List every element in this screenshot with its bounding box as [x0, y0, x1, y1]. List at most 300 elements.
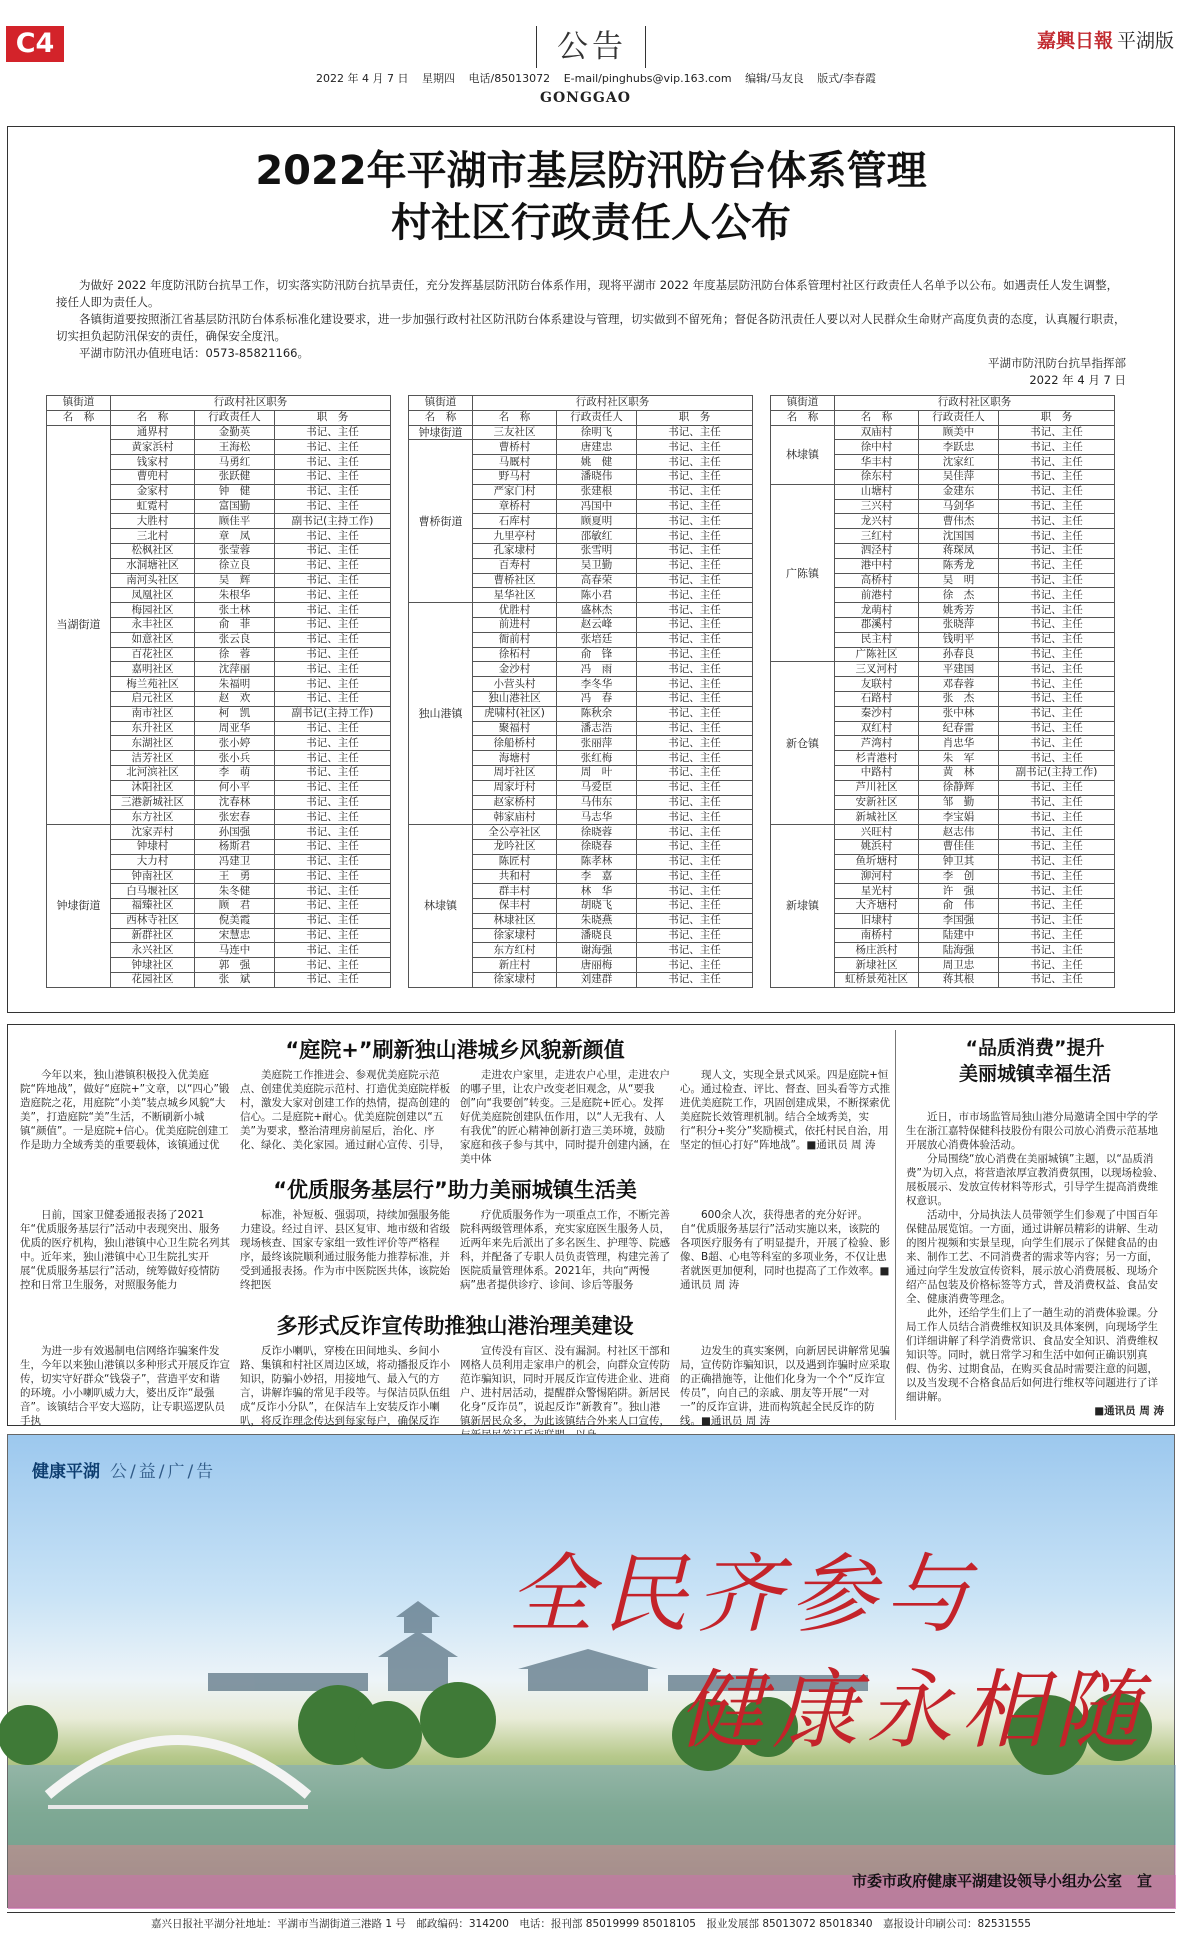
issue-weekday: 星期四: [421, 72, 455, 85]
position-cell: 书记、主任: [637, 691, 753, 706]
ad-slogan-line1: 全民齐参与: [508, 1545, 978, 1645]
person-cell: 周 叶: [557, 765, 637, 780]
category-pinyin: GONGGAO: [540, 90, 631, 106]
village-cell: 龙吟社区: [473, 839, 557, 854]
person-cell: 李跃忠: [919, 440, 999, 455]
village-cell: 聚福村: [473, 721, 557, 736]
position-cell: 书记、主任: [637, 825, 753, 840]
category-title: 公告: [557, 29, 627, 65]
village-cell: 新庄村: [473, 958, 557, 973]
table-row: [771, 425, 1115, 440]
person-cell: 曹佳佳: [919, 839, 999, 854]
position-cell: 书记、主任: [637, 484, 753, 499]
table-row: [409, 425, 753, 440]
person-cell: 朱晓燕: [557, 913, 637, 928]
side-article-paragraph: 活动中，分局执法人员带领学生们参观了中国百年保健品展览馆。一方面，通过讲解员精彩的讲解、生动的图片视频和实景呈现，向学生们展示了保健食品的由来、制作工艺、不同消费者的需求等内容；另一方面，通过向学生发放宣传资料，展示放心消费展板、现场介绍产品包装及价格标签等方式，普及消费权益、食品安全、健康消费等理念。: [906, 1209, 1158, 1305]
town-cell: 曹桥街道: [409, 440, 473, 603]
person-cell: 吴 明: [919, 573, 999, 588]
position-cell: 书记、主任: [999, 617, 1115, 632]
table-row: [409, 825, 753, 840]
village-cell: 野马村: [473, 469, 557, 484]
position-cell: 书记、主任: [275, 691, 391, 706]
person-cell: 蒋琛凤: [919, 543, 999, 558]
table-header-row: [409, 396, 753, 411]
position-cell: 书记、主任: [999, 869, 1115, 884]
village-cell: 马厩村: [473, 455, 557, 470]
person-cell: 周卫忠: [919, 958, 999, 973]
position-cell: 书记、主任: [637, 617, 753, 632]
header-person: 行政责任人: [919, 410, 999, 425]
position-cell: 书记、主任: [999, 839, 1115, 854]
position-cell: 书记、主任: [275, 810, 391, 825]
village-cell: 九里亭村: [473, 529, 557, 544]
position-cell: 书记、主任: [275, 617, 391, 632]
position-cell: 书记、主任: [999, 469, 1115, 484]
position-cell: 书记、主任: [275, 721, 391, 736]
village-cell: 兴旺村: [835, 825, 919, 840]
position-cell: 书记、主任: [275, 647, 391, 662]
person-cell: 孙春良: [919, 647, 999, 662]
village-cell: 虹霓村: [111, 499, 195, 514]
paper-name: 嘉興日報: [1036, 30, 1113, 52]
person-cell: 马爱臣: [557, 780, 637, 795]
village-cell: 中路村: [835, 765, 919, 780]
person-cell: 张莹蓉: [195, 543, 275, 558]
person-cell: 徐 蓉: [195, 647, 275, 662]
side-article-paragraph: 此外，还给学生们上了一趟生动的消费体验课。分局工作人员结合消费维权知识及具体案例，向现场学生们详细讲解了科学消费常识、食品安全知识、消费维权知识等。同时，就日常学习和生活中如何正确识别真假、伪劣、过期食品，在购买食品时需要注意的问题，以及当发现不合格食品后如何进行维权等问题进行了详细讲解。: [906, 1307, 1158, 1403]
village-cell: 芦湾村: [835, 736, 919, 751]
header-village: 名 称: [473, 410, 557, 425]
village-cell: 徐家埭村: [473, 973, 557, 988]
phone: 电话/85013072: [468, 72, 551, 85]
position-cell: 书记、主任: [275, 869, 391, 884]
article-column: 日前，国家卫健委通报表扬了2021年“优质服务基层行”活动中表现突出、服务优质的医疗机构，独山港镇中心卫生院名列其中。近年来，独山港镇中心卫生院扎实开展“优质服务基层行”活动，统筹做好疫情防控和日常卫生服务，对照服务能力: [20, 1209, 230, 1291]
person-cell: 陆海强: [919, 943, 999, 958]
village-cell: 共和村: [473, 869, 557, 884]
town-cell: 新仓镇: [771, 662, 835, 825]
position-cell: 书记、主任: [275, 588, 391, 603]
person-cell: 谢海强: [557, 943, 637, 958]
position-cell: 书记、主任: [275, 543, 391, 558]
side-article-title-line2: 美丽城镇幸福生活: [958, 1063, 1111, 1085]
village-cell: 独山港社区: [473, 691, 557, 706]
person-cell: 张小兵: [195, 751, 275, 766]
village-cell: 梅园社区: [111, 603, 195, 618]
article-body: [20, 1208, 890, 1306]
position-cell: 副书记(主持工作): [275, 514, 391, 529]
person-cell: 宋慧忠: [195, 928, 275, 943]
person-cell: 马勇红: [195, 455, 275, 470]
town-cell: 新埭镇: [771, 825, 835, 988]
column-divider: [895, 1030, 896, 1420]
header-town: 镇街道: [409, 396, 473, 411]
village-cell: 钟南社区: [111, 869, 195, 884]
position-cell: 书记、主任: [637, 499, 753, 514]
village-cell: 泖河村: [835, 869, 919, 884]
person-cell: 马剑华: [919, 499, 999, 514]
header-village: 名 称: [835, 410, 919, 425]
position-cell: 书记、主任: [275, 795, 391, 810]
public-service-ad: [7, 1434, 1175, 1908]
notice-title: [8, 145, 1174, 249]
person-cell: 冯建卫: [195, 854, 275, 869]
town-cell: 林埭镇: [409, 825, 473, 988]
village-cell: 安新社区: [835, 795, 919, 810]
village-cell: 泗泾村: [835, 543, 919, 558]
person-cell: 陈秀龙: [919, 558, 999, 573]
side-article-paragraph: 近日，市市场监管局独山港分局邀请全国中学的学生在浙江嘉特保健科技股份有限公司放心消费示范基地开展放心消费体验活动。: [906, 1111, 1158, 1151]
person-cell: 顾 君: [195, 899, 275, 914]
village-cell: 梅兰苑社区: [111, 677, 195, 692]
person-cell: 张云良: [195, 632, 275, 647]
village-cell: 曹桥社区: [473, 573, 557, 588]
position-cell: 书记、主任: [637, 751, 753, 766]
village-cell: 南桥村: [835, 928, 919, 943]
person-cell: 高春荣: [557, 573, 637, 588]
position-cell: 书记、主任: [275, 884, 391, 899]
position-cell: 书记、主任: [999, 529, 1115, 544]
village-cell: 小营头村: [473, 677, 557, 692]
person-cell: 钟卫其: [919, 854, 999, 869]
person-cell: 钱明平: [919, 632, 999, 647]
person-cell: 邵敏红: [557, 529, 637, 544]
position-cell: 书记、主任: [999, 632, 1115, 647]
village-cell: 石库村: [473, 514, 557, 529]
article-column: 为进一步有效遏制电信网络诈骗案件发生，今年以来独山港镇以多种形式开展反诈宣传，切实守好群众“钱袋子”，营造平安和谐的环境。小小喇叭威力大，婆出反诈“最强音”。该镇结合平安大巡防，让专职巡逻队员手执: [20, 1345, 230, 1427]
village-cell: 前港村: [835, 588, 919, 603]
position-cell: 书记、主任: [637, 573, 753, 588]
position-cell: 书记、主任: [275, 469, 391, 484]
person-cell: 吴佳萍: [919, 469, 999, 484]
person-cell: 孙国强: [195, 825, 275, 840]
village-cell: 钱家村: [111, 455, 195, 470]
position-cell: 书记、主任: [999, 425, 1115, 440]
village-cell: 高桥村: [835, 573, 919, 588]
village-cell: 龙兴村: [835, 514, 919, 529]
village-cell: 三北村: [111, 529, 195, 544]
village-cell: 新埭社区: [835, 958, 919, 973]
header-position: 职 务: [275, 410, 391, 425]
position-cell: 书记、主任: [637, 603, 753, 618]
village-cell: 港中村: [835, 558, 919, 573]
signer: 平湖市防汛防台抗旱指挥部: [988, 356, 1126, 370]
person-cell: 李 萌: [195, 765, 275, 780]
person-cell: 林 华: [557, 884, 637, 899]
person-cell: 陈孝林: [557, 854, 637, 869]
person-cell: 马连中: [195, 943, 275, 958]
position-cell: 书记、主任: [275, 839, 391, 854]
village-cell: 衙前村: [473, 632, 557, 647]
person-cell: 王海松: [195, 440, 275, 455]
village-cell: 启元社区: [111, 691, 195, 706]
header-town-name: 名 称: [47, 410, 111, 425]
person-cell: 徐 杰: [919, 588, 999, 603]
position-cell: 书记、主任: [275, 958, 391, 973]
masthead: [0, 0, 1182, 112]
village-cell: 沈家弄村: [111, 825, 195, 840]
position-cell: 书记、主任: [999, 484, 1115, 499]
notice-signature: [988, 355, 1126, 389]
person-cell: 张宏春: [195, 810, 275, 825]
village-cell: 北河滨社区: [111, 765, 195, 780]
position-cell: 书记、主任: [999, 573, 1115, 588]
position-cell: 书记、主任: [637, 736, 753, 751]
position-cell: 书记、主任: [999, 973, 1115, 988]
position-cell: 书记、主任: [275, 632, 391, 647]
position-cell: 书记、主任: [275, 455, 391, 470]
ad-slogan-line2: 健康永相随: [678, 1661, 1148, 1761]
article-column: 疗优质服务作为一项重点工作，不断完善院科两级管理体系，充实家庭医生服务人员，近两年来先后派出了多名医生、护理等、院感科，并配备了专职人员负责管理，构建完善了医院质量管理体系。2021年，共向“两慢病”患者提供诊疗、诊间、诊后等服务: [460, 1209, 670, 1291]
edition-name: 平湖版: [1116, 30, 1174, 52]
person-cell: 张红梅: [557, 751, 637, 766]
side-article-body: [906, 1110, 1164, 1420]
position-cell: 书记、主任: [999, 440, 1115, 455]
person-cell: 胡晓飞: [557, 899, 637, 914]
village-cell: 优胜村: [473, 603, 557, 618]
village-cell: 凤凰社区: [111, 588, 195, 603]
person-cell: 李 创: [919, 869, 999, 884]
village-cell: 林埭社区: [473, 913, 557, 928]
article-column: 走进农户家里，走进农户心里，走进农户的哪子里，让农户改变老旧观念，从“要我创”向“我要创”转变。三是庭院+匠心。发挥好优美庭院创建队伍作用，以“人无我有、人有我优”的匠心精神创新打造三美环境，鼓励家庭和孩子参与其中，同时提升创建内涵，在美中体: [460, 1069, 670, 1165]
village-cell: 海塘村: [473, 751, 557, 766]
person-cell: 朱根华: [195, 588, 275, 603]
village-cell: 全公亭社区: [473, 825, 557, 840]
roster-table-1: [46, 395, 391, 988]
position-cell: 书记、主任: [999, 958, 1115, 973]
position-cell: 书记、主任: [275, 973, 391, 988]
village-cell: 水洞塘社区: [111, 558, 195, 573]
header-town-name: 名 称: [771, 410, 835, 425]
village-cell: 百花社区: [111, 647, 195, 662]
village-cell: 新群社区: [111, 928, 195, 943]
category-box: [536, 26, 646, 68]
person-cell: 黄 林: [919, 765, 999, 780]
header-person: 行政责任人: [557, 410, 637, 425]
position-cell: 书记、主任: [275, 440, 391, 455]
village-cell: 保丰村: [473, 899, 557, 914]
village-cell: 芦川社区: [835, 780, 919, 795]
village-cell: 如意社区: [111, 632, 195, 647]
person-cell: 沈家红: [919, 455, 999, 470]
village-cell: 大胜村: [111, 514, 195, 529]
article-column: 宣传没有盲区、没有漏洞。村社区干部和网格人员利用走家串户的机会，向群众宣传防范诈骗知识，同时开展反诈宣传进企业、进商户、进村居活动，提醒群众警惕陷阱。新居民化身“反诈员”，说起反诈“新教育”。独山港镇新居民众多，为此该镇结合外来人口宣传，: [460, 1345, 670, 1427]
position-cell: 书记、主任: [637, 869, 753, 884]
person-cell: 钟 健: [195, 484, 275, 499]
position-cell: 书记、主任: [999, 751, 1115, 766]
position-cell: 书记、主任: [637, 662, 753, 677]
position-cell: 书记、主任: [637, 913, 753, 928]
issue-date: 2022 年 4 月 7 日: [316, 72, 409, 85]
position-cell: 书记、主任: [275, 425, 391, 440]
person-cell: 赵 欢: [195, 691, 275, 706]
position-cell: 书记、主任: [275, 899, 391, 914]
person-cell: 张建根: [557, 484, 637, 499]
ad-brand-name: 健康平湖: [32, 1462, 100, 1482]
village-cell: 群丰村: [473, 884, 557, 899]
village-cell: 曹桥村: [473, 440, 557, 455]
village-cell: 大齐塘村: [835, 899, 919, 914]
article-column: 现人文，实现全景式风采。四是庭院+恒心。通过检查、评比、督查、回头看等方式推进优美庭院工作，巩固创建成果，不断探索优美庭院长效管理机制。结合全域秀美，实行“积分+奖分”奖励模式，依托村民自治，用坚定的恒心打好“阵地战”。■通讯员 周 涛: [680, 1069, 890, 1151]
village-cell: 杨庄浜村: [835, 943, 919, 958]
position-cell: 书记、主任: [637, 958, 753, 973]
notice-paragraph: 各镇街道要按照浙江省基层防汛防台体系标准化建设要求，进一步加强行政村社区防汛防台体系建设与管理，切实做到不留死角；督促各防汛责任人要以对人民群众生命财产高度负责的态度，认真履行职责，切实担负起防汛保安的责任，确保安全度汛。: [56, 312, 1126, 343]
person-cell: 陈小君: [557, 588, 637, 603]
village-cell: 秦沙村: [835, 706, 919, 721]
village-cell: 友联村: [835, 677, 919, 692]
person-cell: 何小平: [195, 780, 275, 795]
town-cell: 广陈镇: [771, 484, 835, 662]
ad-brand: [32, 1457, 216, 1482]
village-cell: 三港新城社区: [111, 795, 195, 810]
position-cell: 书记、主任: [999, 706, 1115, 721]
header-group: 行政村社区职务: [473, 396, 753, 411]
town-cell: 钟埭街道: [409, 425, 473, 440]
village-cell: 周家圩村: [473, 780, 557, 795]
position-cell: 书记、主任: [999, 928, 1115, 943]
notice-title-line1: 2022年平湖市基层防汛防台体系管理: [255, 148, 927, 194]
position-cell: 书记、主任: [999, 795, 1115, 810]
person-cell: 朱 军: [919, 751, 999, 766]
position-cell: 书记、主任: [275, 765, 391, 780]
village-cell: 华丰村: [835, 455, 919, 470]
person-cell: 平建国: [919, 662, 999, 677]
position-cell: 书记、主任: [999, 810, 1115, 825]
village-cell: 徐家埭村: [473, 928, 557, 943]
position-cell: 书记、主任: [637, 706, 753, 721]
position-cell: 书记、主任: [637, 839, 753, 854]
village-cell: 钟埭村: [111, 839, 195, 854]
position-cell: 副书记(主持工作): [275, 706, 391, 721]
notice-paragraph: 为做好 2022 年度防汛防台抗旱工作，切实落实防汛防台抗旱责任，充分发挥基层防汛防台体系作用，现将平湖市 2022 年度基层防汛防台体系管理村社区行政责任人名单予以公布。如遇责任人发生调整，接任人即为责任人。: [56, 278, 1119, 309]
person-cell: 朱福明: [195, 677, 275, 692]
person-cell: 赵志伟: [919, 825, 999, 840]
person-cell: 章 凤: [195, 529, 275, 544]
person-cell: 刘建群: [557, 973, 637, 988]
person-cell: 李 嘉: [557, 869, 637, 884]
person-cell: 唐丽梅: [557, 958, 637, 973]
village-cell: 陈匠村: [473, 854, 557, 869]
position-cell: 书记、主任: [637, 469, 753, 484]
table-header-row: [47, 410, 391, 425]
village-cell: 星光村: [835, 884, 919, 899]
notice-section: [7, 126, 1175, 1013]
person-cell: 朱冬健: [195, 884, 275, 899]
village-cell: 东方红村: [473, 943, 557, 958]
header-village: 名 称: [111, 410, 195, 425]
person-cell: 盛林杰: [557, 603, 637, 618]
village-cell: 前进村: [473, 617, 557, 632]
village-cell: 嘉明社区: [111, 662, 195, 677]
village-cell: 龙萌村: [835, 603, 919, 618]
sign-date: 2022 年 4 月 7 日: [1029, 373, 1126, 387]
position-cell: 书记、主任: [637, 884, 753, 899]
person-cell: 顾夏明: [557, 514, 637, 529]
position-cell: 书记、主任: [637, 529, 753, 544]
village-cell: 金家村: [111, 484, 195, 499]
person-cell: 柯 凯: [195, 706, 275, 721]
table-row: [771, 662, 1115, 677]
village-cell: 徐柘村: [473, 647, 557, 662]
person-cell: 郭 强: [195, 958, 275, 973]
position-cell: 书记、主任: [275, 780, 391, 795]
person-cell: 邓春蓉: [919, 677, 999, 692]
position-cell: 书记、主任: [999, 543, 1115, 558]
person-cell: 姚秀芳: [919, 603, 999, 618]
header-group: 行政村社区职务: [835, 396, 1115, 411]
village-cell: 鱼圻塘村: [835, 854, 919, 869]
position-cell: 副书记(主持工作): [999, 765, 1115, 780]
person-cell: 张雪明: [557, 543, 637, 558]
header-town: 镇街道: [771, 396, 835, 411]
position-cell: 书记、主任: [637, 514, 753, 529]
town-cell: 林埭镇: [771, 425, 835, 484]
village-cell: 福臻社区: [111, 899, 195, 914]
table-row: [47, 425, 391, 440]
header-person: 行政责任人: [195, 410, 275, 425]
position-cell: 书记、主任: [999, 854, 1115, 869]
person-cell: 张跃健: [195, 469, 275, 484]
person-cell: 肖忠华: [919, 736, 999, 751]
village-cell: 孔家埭村: [473, 543, 557, 558]
village-cell: 杉青港村: [835, 751, 919, 766]
side-article-reporter: ■通讯员 周 涛: [1094, 1405, 1164, 1417]
person-cell: 冯 雨: [557, 662, 637, 677]
position-cell: 书记、主任: [275, 558, 391, 573]
position-cell: 书记、主任: [637, 558, 753, 573]
person-cell: 冯 春: [557, 691, 637, 706]
village-cell: 永兴社区: [111, 943, 195, 958]
village-cell: 钟埭社区: [111, 958, 195, 973]
article-body: [20, 1344, 890, 1427]
person-cell: 沈国国: [919, 529, 999, 544]
village-cell: 三红村: [835, 529, 919, 544]
person-cell: 张 杰: [919, 691, 999, 706]
person-cell: 姚 健: [557, 455, 637, 470]
person-cell: 李国强: [919, 913, 999, 928]
position-cell: 书记、主任: [637, 943, 753, 958]
position-cell: 书记、主任: [999, 899, 1115, 914]
article-body: [20, 1068, 890, 1166]
table-row: [409, 603, 753, 618]
town-cell: 钟埭街道: [47, 825, 111, 988]
person-cell: 俞 锋: [557, 647, 637, 662]
village-cell: 章桥村: [473, 499, 557, 514]
person-cell: 张丽萍: [557, 736, 637, 751]
position-cell: 书记、主任: [275, 913, 391, 928]
person-cell: 李宝娟: [919, 810, 999, 825]
side-article-paragraph: 分局围绕“放心消费在美丽城镇”主题，以“品质消费”为切入点，将营造浓厚宣教消费氛围，以现场检验、展板展示、发放宣传材料等形式，引导学生提高消费维权意识。: [906, 1153, 1164, 1207]
position-cell: 书记、主任: [999, 662, 1115, 677]
article-column: 标准，补短板、强弱项，持续加强服务能力建设。经过自评、县区复审、地市级和省级现场核查、国家专家组一致性评价等严格程序，最终该院顺利通过服务能力推荐标准，并受到通报表扬。作为市中医院医共体，该院始终把医: [240, 1209, 450, 1291]
person-cell: 俞 菲: [195, 617, 275, 632]
person-cell: 富国勤: [195, 499, 275, 514]
village-cell: 通界村: [111, 425, 195, 440]
article-title: 多形式反诈宣传助推独山港治理美建设: [276, 1314, 634, 1338]
position-cell: 书记、主任: [275, 736, 391, 751]
position-cell: 书记、主任: [637, 647, 753, 662]
position-cell: 书记、主任: [275, 484, 391, 499]
person-cell: 马伟东: [557, 795, 637, 810]
editor: 编辑/马友良: [745, 72, 804, 85]
village-cell: 三友社区: [473, 425, 557, 440]
position-cell: 书记、主任: [637, 795, 753, 810]
position-cell: 书记、主任: [275, 928, 391, 943]
village-cell: 周圩社区: [473, 765, 557, 780]
person-cell: 杨斯君: [195, 839, 275, 854]
header-town: 镇街道: [47, 396, 111, 411]
position-cell: 书记、主任: [999, 943, 1115, 958]
person-cell: 马志华: [557, 810, 637, 825]
